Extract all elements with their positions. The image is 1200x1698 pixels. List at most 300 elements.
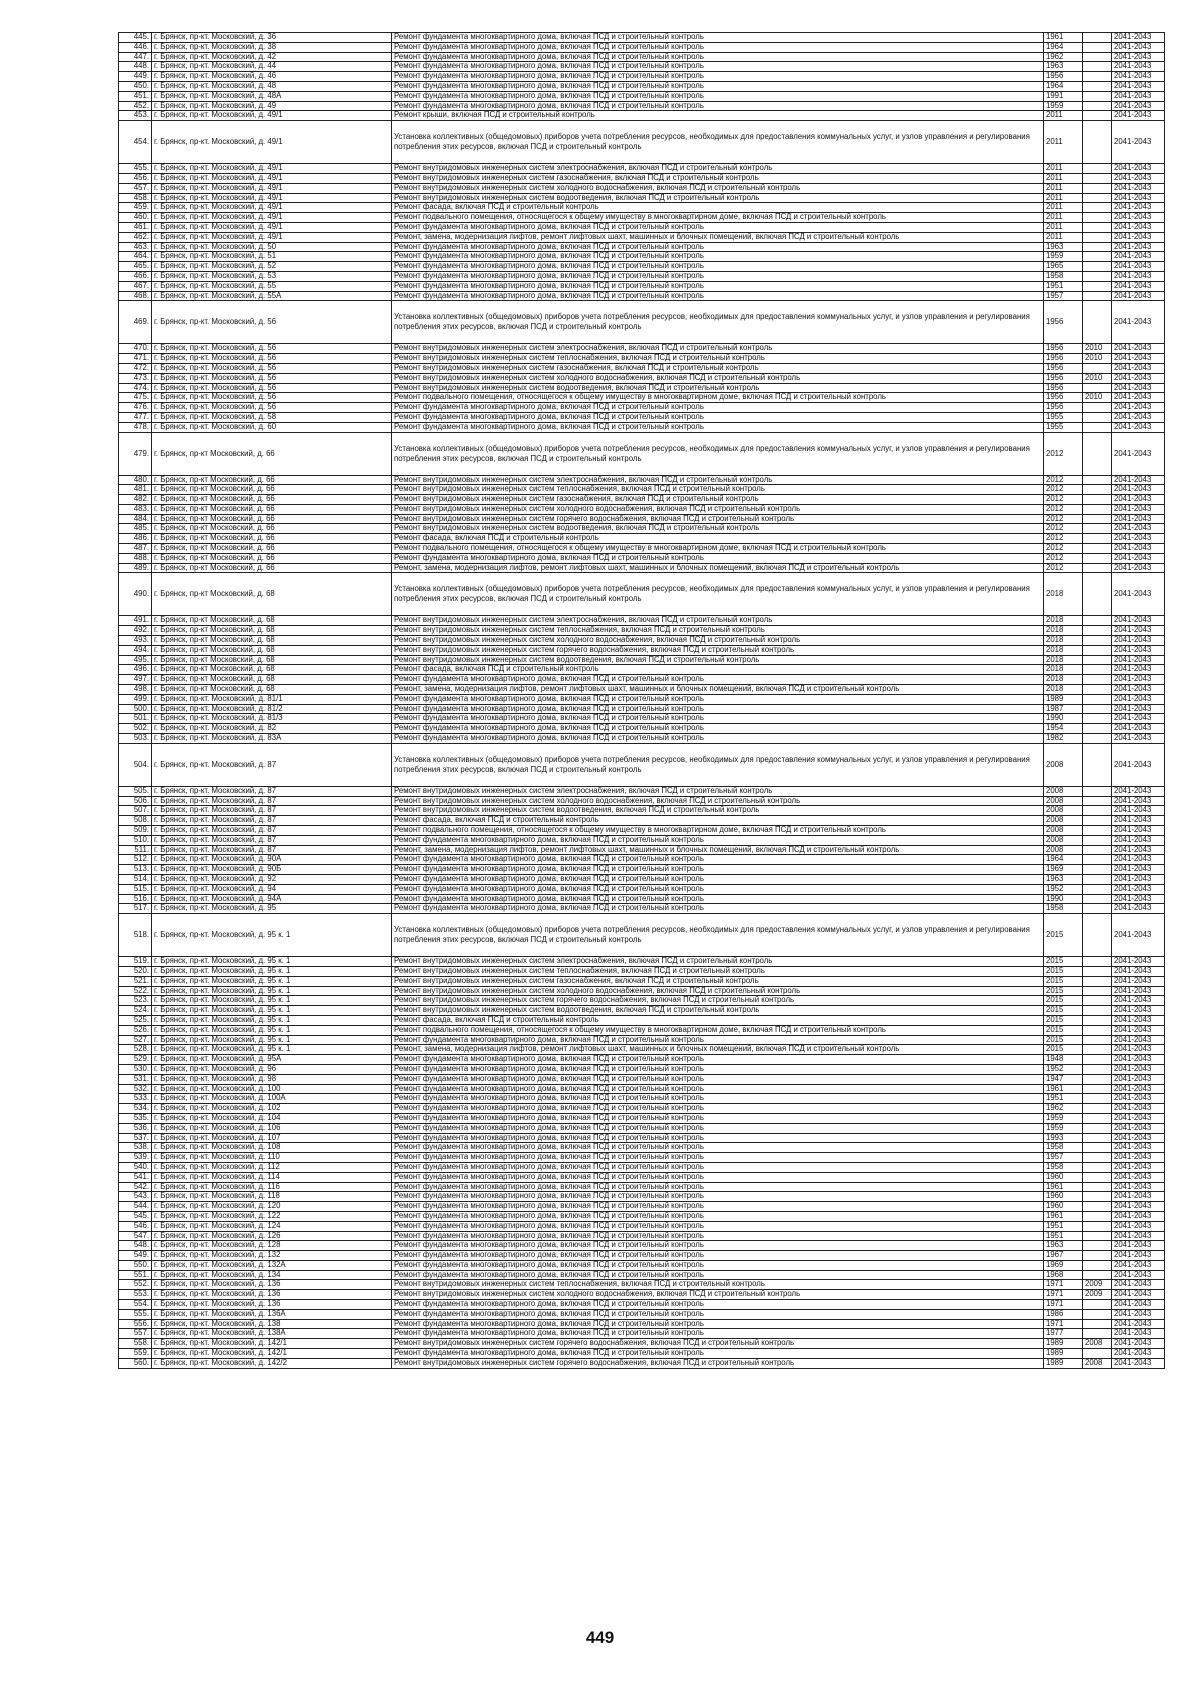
work-type-cell: Ремонт внутридомовых инженерных систем газоснабжения, включая ПСД и строительный контроль xyxy=(392,976,1044,986)
build-year-cell: 1958 xyxy=(1044,271,1083,281)
table-row xyxy=(119,222,1165,232)
planned-period-cell: 2041-2043 xyxy=(1112,252,1165,262)
table-row xyxy=(119,1192,1165,1202)
table-row xyxy=(119,101,1165,111)
work-type-cell: Ремонт внутридомовых инженерных систем теплоснабжения, включая ПСД и строительный контроль xyxy=(392,485,1044,495)
work-type-cell: Ремонт фундамента многоквартирного дома, включая ПСД и строительный контроль xyxy=(392,884,1044,894)
table-row xyxy=(119,986,1165,996)
planned-period-cell: 2041-2043 xyxy=(1112,826,1165,836)
planned-period-cell: 2041-2043 xyxy=(1112,33,1165,43)
work-type-cell: Ремонт внутридомовых инженерных систем электроснабжения, включая ПСД и строительный контроль xyxy=(392,957,1044,967)
row-number-cell: 517. xyxy=(119,904,152,914)
address-cell: г. Брянск, пр-кт. Московский, д. 81/1 xyxy=(152,694,392,704)
last-repair-year-cell xyxy=(1083,1025,1112,1035)
address-cell: г. Брянск, пр-кт. Московский, д. 132А xyxy=(152,1260,392,1270)
last-repair-year-cell xyxy=(1083,363,1112,373)
work-type-cell: Ремонт, замена, модернизация лифтов, ремонт лифтовых шахт, машинных и блочных помещений, включая ПСД и строительный контроль xyxy=(392,232,1044,242)
row-number-cell: 552. xyxy=(119,1280,152,1290)
build-year-cell: 1986 xyxy=(1044,1309,1083,1319)
address-cell: г. Брянск, пр-кт. Московский, д. 136А xyxy=(152,1309,392,1319)
address-cell: г. Брянск, пр-кт. Московский, д. 90Б xyxy=(152,865,392,875)
planned-period-cell: 2041-2043 xyxy=(1112,281,1165,291)
address-cell: г. Брянск, пр-кт. Московский, д. 100А xyxy=(152,1094,392,1104)
last-repair-year-cell xyxy=(1083,734,1112,744)
table-row xyxy=(119,1182,1165,1192)
row-number-cell: 544. xyxy=(119,1202,152,1212)
build-year-cell: 1956 xyxy=(1044,403,1083,413)
row-number-cell: 467. xyxy=(119,281,152,291)
build-year-cell: 2008 xyxy=(1044,806,1083,816)
work-type-cell: Ремонт внутридомовых инженерных систем теплоснабжения, включая ПСД и строительный контроль xyxy=(392,354,1044,364)
planned-period-cell: 2041-2043 xyxy=(1112,645,1165,655)
last-repair-year-cell xyxy=(1083,101,1112,111)
planned-period-cell: 2041-2043 xyxy=(1112,81,1165,91)
last-repair-year-cell xyxy=(1083,976,1112,986)
table-row xyxy=(119,1280,1165,1290)
build-year-cell: 1989 xyxy=(1044,1349,1083,1359)
row-number-cell: 455. xyxy=(119,164,152,174)
work-type-cell: Ремонт внутридомовых инженерных систем газоснабжения, включая ПСД и строительный контроль xyxy=(392,173,1044,183)
work-type-cell: Ремонт фундамента многоквартирного дома, включая ПСД и строительный контроль xyxy=(392,1211,1044,1221)
build-year-cell: 2018 xyxy=(1044,675,1083,685)
address-cell: г. Брянск, пр-кт. Московский, д. 136 xyxy=(152,1290,392,1300)
row-number-cell: 526. xyxy=(119,1025,152,1035)
row-number-cell: 448. xyxy=(119,62,152,72)
row-number-cell: 453. xyxy=(119,111,152,121)
address-cell: г. Брянск, пр-кт. Московский, д. 49/1 xyxy=(152,121,392,164)
table-row xyxy=(119,432,1165,475)
address-cell: г. Брянск, пр-кт Московский, д. 66 xyxy=(152,475,392,485)
last-repair-year-cell xyxy=(1083,485,1112,495)
planned-period-cell: 2041-2043 xyxy=(1112,1172,1165,1182)
row-number-cell: 454. xyxy=(119,121,152,164)
address-cell: г. Брянск, пр-кт. Московский, д. 112 xyxy=(152,1162,392,1172)
build-year-cell: 1957 xyxy=(1044,1153,1083,1163)
planned-period-cell: 2041-2043 xyxy=(1112,1319,1165,1329)
last-repair-year-cell xyxy=(1083,504,1112,514)
last-repair-year-cell xyxy=(1083,996,1112,1006)
table-row xyxy=(119,626,1165,636)
address-cell: г. Брянск, пр-кт. Московский, д. 49 xyxy=(152,101,392,111)
last-repair-year-cell xyxy=(1083,986,1112,996)
planned-period-cell: 2041-2043 xyxy=(1112,213,1165,223)
last-repair-year-cell xyxy=(1083,1074,1112,1084)
table-row xyxy=(119,42,1165,52)
planned-period-cell: 2041-2043 xyxy=(1112,1339,1165,1349)
work-type-cell: Ремонт фасада, включая ПСД и строительный контроль xyxy=(392,1015,1044,1025)
build-year-cell: 1990 xyxy=(1044,894,1083,904)
last-repair-year-cell xyxy=(1083,203,1112,213)
row-number-cell: 482. xyxy=(119,495,152,505)
last-repair-year-cell xyxy=(1083,1143,1112,1153)
build-year-cell: 1967 xyxy=(1044,1251,1083,1261)
table-row xyxy=(119,1290,1165,1300)
address-cell: г. Брянск, пр-кт. Московский, д. 56 xyxy=(152,363,392,373)
work-type-cell: Ремонт внутридомовых инженерных систем водоотведения, включая ПСД и строительный контроль xyxy=(392,1006,1044,1016)
table-row xyxy=(119,675,1165,685)
planned-period-cell: 2041-2043 xyxy=(1112,845,1165,855)
address-cell: г. Брянск, пр-кт. Московский, д. 92 xyxy=(152,875,392,885)
work-type-cell: Ремонт фундамента многоквартирного дома, включая ПСД и строительный контроль xyxy=(392,403,1044,413)
planned-period-cell: 2041-2043 xyxy=(1112,704,1165,714)
address-cell: г. Брянск, пр-кт. Московский, д. 87 xyxy=(152,743,392,786)
last-repair-year-cell: 2010 xyxy=(1083,393,1112,403)
last-repair-year-cell xyxy=(1083,1104,1112,1114)
build-year-cell: 2015 xyxy=(1044,1035,1083,1045)
table-row xyxy=(119,816,1165,826)
last-repair-year-cell xyxy=(1083,1094,1112,1104)
table-row xyxy=(119,914,1165,957)
build-year-cell: 1987 xyxy=(1044,704,1083,714)
address-cell: г. Брянск, пр-кт. Московский, д. 56 xyxy=(152,301,392,344)
last-repair-year-cell: 2010 xyxy=(1083,344,1112,354)
work-type-cell: Ремонт внутридомовых инженерных систем водоотведения, включая ПСД и строительный контроль xyxy=(392,655,1044,665)
work-type-cell: Ремонт фундамента многоквартирного дома, включая ПСД и строительный контроль xyxy=(392,1143,1044,1153)
address-cell: г. Брянск, пр-кт Московский, д. 66 xyxy=(152,432,392,475)
build-year-cell: 1948 xyxy=(1044,1055,1083,1065)
row-number-cell: 520. xyxy=(119,966,152,976)
build-year-cell: 2012 xyxy=(1044,495,1083,505)
last-repair-year-cell xyxy=(1083,281,1112,291)
row-number-cell: 469. xyxy=(119,301,152,344)
build-year-cell: 1990 xyxy=(1044,714,1083,724)
work-type-cell: Ремонт внутридомовых инженерных систем электроснабжения, включая ПСД и строительный контроль xyxy=(392,616,1044,626)
build-year-cell: 1993 xyxy=(1044,1133,1083,1143)
row-number-cell: 495. xyxy=(119,655,152,665)
table-row xyxy=(119,422,1165,432)
last-repair-year-cell xyxy=(1083,42,1112,52)
row-number-cell: 478. xyxy=(119,422,152,432)
build-year-cell: 1962 xyxy=(1044,1104,1083,1114)
row-number-cell: 554. xyxy=(119,1300,152,1310)
table-row xyxy=(119,475,1165,485)
address-cell: г. Брянск, пр-кт. Московский, д. 94 xyxy=(152,884,392,894)
work-type-cell: Ремонт внутридомовых инженерных систем водоотведения, включая ПСД и строительный контроль xyxy=(392,193,1044,203)
address-cell: г. Брянск, пр-кт. Московский, д. 51 xyxy=(152,252,392,262)
row-number-cell: 488. xyxy=(119,553,152,563)
build-year-cell: 1956 xyxy=(1044,72,1083,82)
table-row xyxy=(119,616,1165,626)
table-row xyxy=(119,1113,1165,1123)
planned-period-cell: 2041-2043 xyxy=(1112,412,1165,422)
work-type-cell: Ремонт фундамента многоквартирного дома, включая ПСД и строительный контроль xyxy=(392,242,1044,252)
table-row xyxy=(119,81,1165,91)
row-number-cell: 559. xyxy=(119,1349,152,1359)
planned-period-cell: 2041-2043 xyxy=(1112,1251,1165,1261)
planned-period-cell: 2041-2043 xyxy=(1112,1202,1165,1212)
work-type-cell: Ремонт фундамента многоквартирного дома, включая ПСД и строительный контроль xyxy=(392,1329,1044,1339)
work-type-cell: Ремонт внутридомовых инженерных систем электроснабжения, включая ПСД и строительный контроль xyxy=(392,344,1044,354)
build-year-cell: 1963 xyxy=(1044,1241,1083,1251)
build-year-cell: 2018 xyxy=(1044,636,1083,646)
work-type-cell: Ремонт фундамента многоквартирного дома, включая ПСД и строительный контроль xyxy=(392,262,1044,272)
row-number-cell: 471. xyxy=(119,354,152,364)
address-cell: г. Брянск, пр-кт. Московский, д. 95 к. 1 xyxy=(152,1006,392,1016)
planned-period-cell: 2041-2043 xyxy=(1112,816,1165,826)
last-repair-year-cell xyxy=(1083,1270,1112,1280)
row-number-cell: 514. xyxy=(119,875,152,885)
last-repair-year-cell xyxy=(1083,914,1112,957)
planned-period-cell: 2041-2043 xyxy=(1112,101,1165,111)
table-row xyxy=(119,213,1165,223)
build-year-cell: 1951 xyxy=(1044,1231,1083,1241)
last-repair-year-cell xyxy=(1083,1241,1112,1251)
table-row xyxy=(119,301,1165,344)
work-type-cell: Ремонт фундамента многоквартирного дома, включая ПСД и строительный контроль xyxy=(392,1260,1044,1270)
row-number-cell: 451. xyxy=(119,91,152,101)
build-year-cell: 1961 xyxy=(1044,1211,1083,1221)
table-row xyxy=(119,553,1165,563)
row-number-cell: 516. xyxy=(119,894,152,904)
address-cell: г. Брянск, пр-кт. Московский, д. 96 xyxy=(152,1064,392,1074)
row-number-cell: 550. xyxy=(119,1260,152,1270)
build-year-cell: 1991 xyxy=(1044,91,1083,101)
table-row xyxy=(119,865,1165,875)
last-repair-year-cell xyxy=(1083,1300,1112,1310)
last-repair-year-cell xyxy=(1083,1123,1112,1133)
planned-period-cell: 2041-2043 xyxy=(1112,524,1165,534)
last-repair-year-cell xyxy=(1083,1045,1112,1055)
address-cell: г. Брянск, пр-кт Московский, д. 66 xyxy=(152,514,392,524)
last-repair-year-cell xyxy=(1083,636,1112,646)
planned-period-cell: 2041-2043 xyxy=(1112,665,1165,675)
last-repair-year-cell xyxy=(1083,81,1112,91)
planned-period-cell: 2041-2043 xyxy=(1112,373,1165,383)
work-type-cell: Ремонт крыши, включая ПСД и строительный контроль xyxy=(392,111,1044,121)
row-number-cell: 485. xyxy=(119,524,152,534)
address-cell: г. Брянск, пр-кт. Московский, д. 56 xyxy=(152,354,392,364)
planned-period-cell: 2041-2043 xyxy=(1112,62,1165,72)
last-repair-year-cell: 2008 xyxy=(1083,1358,1112,1368)
table-row xyxy=(119,534,1165,544)
last-repair-year-cell xyxy=(1083,743,1112,786)
row-number-cell: 513. xyxy=(119,865,152,875)
table-row xyxy=(119,845,1165,855)
work-type-cell: Ремонт внутридомовых инженерных систем электроснабжения, включая ПСД и строительный контроль xyxy=(392,475,1044,485)
table-row xyxy=(119,1025,1165,1035)
planned-period-cell: 2041-2043 xyxy=(1112,1104,1165,1114)
work-type-cell: Ремонт фасада, включая ПСД и строительный контроль xyxy=(392,816,1044,826)
address-cell: г. Брянск, пр-кт. Московский, д. 136 xyxy=(152,1280,392,1290)
table-row xyxy=(119,281,1165,291)
row-number-cell: 457. xyxy=(119,183,152,193)
work-type-cell: Ремонт внутридомовых инженерных систем газоснабжения, включая ПСД и строительный контроль xyxy=(392,495,1044,505)
row-number-cell: 486. xyxy=(119,534,152,544)
address-cell: г. Брянск, пр-кт. Московский, д. 138А xyxy=(152,1329,392,1339)
last-repair-year-cell xyxy=(1083,573,1112,616)
build-year-cell: 1963 xyxy=(1044,62,1083,72)
build-year-cell: 1977 xyxy=(1044,1329,1083,1339)
row-number-cell: 536. xyxy=(119,1123,152,1133)
address-cell: г. Брянск, пр-кт. Московский, д. 49/1 xyxy=(152,164,392,174)
planned-period-cell: 2041-2043 xyxy=(1112,354,1165,364)
row-number-cell: 464. xyxy=(119,252,152,262)
work-type-cell: Ремонт фундамента многоквартирного дома, включая ПСД и строительный контроль xyxy=(392,835,1044,845)
last-repair-year-cell xyxy=(1083,52,1112,62)
build-year-cell: 2012 xyxy=(1044,563,1083,573)
planned-period-cell: 2041-2043 xyxy=(1112,1006,1165,1016)
planned-period-cell: 2041-2043 xyxy=(1112,291,1165,301)
address-cell: г. Брянск, пр-кт Московский, д. 66 xyxy=(152,563,392,573)
build-year-cell: 1959 xyxy=(1044,101,1083,111)
table-row xyxy=(119,91,1165,101)
address-cell: г. Брянск, пр-кт Московский, д. 66 xyxy=(152,524,392,534)
work-type-cell: Ремонт внутридомовых инженерных систем холодного водоснабжения, включая ПСД и строительный контроль xyxy=(392,986,1044,996)
row-number-cell: 474. xyxy=(119,383,152,393)
address-cell: г. Брянск, пр-кт. Московский, д. 56 xyxy=(152,344,392,354)
table-row xyxy=(119,121,1165,164)
work-type-cell: Ремонт фундамента многоквартирного дома, включая ПСД и строительный контроль xyxy=(392,81,1044,91)
work-type-cell: Ремонт внутридомовых инженерных систем холодного водоснабжения, включая ПСД и строительный контроль xyxy=(392,373,1044,383)
row-number-cell: 487. xyxy=(119,544,152,554)
address-cell: г. Брянск, пр-кт. Московский, д. 142/1 xyxy=(152,1349,392,1359)
row-number-cell: 530. xyxy=(119,1064,152,1074)
address-cell: г. Брянск, пр-кт. Московский, д. 102 xyxy=(152,1104,392,1114)
last-repair-year-cell xyxy=(1083,616,1112,626)
row-number-cell: 502. xyxy=(119,724,152,734)
address-cell: г. Брянск, пр-кт. Московский, д. 38 xyxy=(152,42,392,52)
planned-period-cell: 2041-2043 xyxy=(1112,685,1165,695)
last-repair-year-cell xyxy=(1083,1006,1112,1016)
address-cell: г. Брянск, пр-кт. Московский, д. 49/1 xyxy=(152,193,392,203)
address-cell: г. Брянск, пр-кт. Московский, д. 52 xyxy=(152,262,392,272)
table-row xyxy=(119,636,1165,646)
row-number-cell: 518. xyxy=(119,914,152,957)
table-row xyxy=(119,363,1165,373)
build-year-cell: 1989 xyxy=(1044,1339,1083,1349)
last-repair-year-cell xyxy=(1083,1202,1112,1212)
work-type-cell: Установка коллективных (общедомовых) приборов учета потребления ресурсов, необходимых для предоставления коммунальных услуг, и узлов управления и регулирования потребления этих ресурсов, включая ПСД и строительный контроль xyxy=(392,743,1044,786)
table-row xyxy=(119,1153,1165,1163)
address-cell: г. Брянск, пр-кт. Московский, д. 42 xyxy=(152,52,392,62)
work-type-cell: Ремонт фундамента многоквартирного дома, включая ПСД и строительный контроль xyxy=(392,1172,1044,1182)
work-type-cell: Ремонт фундамента многоквартирного дома, включая ПСД и строительный контроль xyxy=(392,734,1044,744)
table-row xyxy=(119,33,1165,43)
planned-period-cell: 2041-2043 xyxy=(1112,563,1165,573)
row-number-cell: 483. xyxy=(119,504,152,514)
last-repair-year-cell xyxy=(1083,1231,1112,1241)
table-row xyxy=(119,1329,1165,1339)
row-number-cell: 496. xyxy=(119,665,152,675)
build-year-cell: 2011 xyxy=(1044,222,1083,232)
row-number-cell: 492. xyxy=(119,626,152,636)
last-repair-year-cell: 2009 xyxy=(1083,1280,1112,1290)
table-row xyxy=(119,1045,1165,1055)
table-row xyxy=(119,714,1165,724)
address-cell: г. Брянск, пр-кт. Московский, д. 95 к. 1 xyxy=(152,1035,392,1045)
table-row xyxy=(119,242,1165,252)
table-row xyxy=(119,884,1165,894)
work-type-cell: Ремонт внутридомовых инженерных систем газоснабжения, включая ПСД и строительный контроль xyxy=(392,363,1044,373)
table-row xyxy=(119,262,1165,272)
last-repair-year-cell xyxy=(1083,1329,1112,1339)
build-year-cell: 1960 xyxy=(1044,1172,1083,1182)
row-number-cell: 548. xyxy=(119,1241,152,1251)
address-cell: г. Брянск, пр-кт Московский, д. 68 xyxy=(152,573,392,616)
table-row xyxy=(119,1015,1165,1025)
address-cell: г. Брянск, пр-кт Московский, д. 68 xyxy=(152,675,392,685)
work-type-cell: Ремонт внутридомовых инженерных систем холодного водоснабжения, включая ПСД и строительный контроль xyxy=(392,183,1044,193)
build-year-cell: 2011 xyxy=(1044,232,1083,242)
planned-period-cell: 2041-2043 xyxy=(1112,164,1165,174)
last-repair-year-cell xyxy=(1083,121,1112,164)
row-number-cell: 452. xyxy=(119,101,152,111)
build-year-cell: 2011 xyxy=(1044,164,1083,174)
table-row xyxy=(119,957,1165,967)
row-number-cell: 551. xyxy=(119,1270,152,1280)
address-cell: г. Брянск, пр-кт. Московский, д. 95 к. 1 xyxy=(152,986,392,996)
planned-period-cell: 2041-2043 xyxy=(1112,1074,1165,1084)
work-type-cell: Ремонт фундамента многоквартирного дома, включая ПСД и строительный контроль xyxy=(392,1094,1044,1104)
planned-period-cell: 2041-2043 xyxy=(1112,183,1165,193)
address-cell: г. Брянск, пр-кт. Московский, д. 50 xyxy=(152,242,392,252)
table-row xyxy=(119,875,1165,885)
build-year-cell: 1951 xyxy=(1044,1094,1083,1104)
work-type-cell: Ремонт фундамента многоквартирного дома, включая ПСД и строительный контроль xyxy=(392,91,1044,101)
build-year-cell: 1989 xyxy=(1044,1358,1083,1368)
last-repair-year-cell xyxy=(1083,1064,1112,1074)
address-cell: г. Брянск, пр-кт Московский, д. 68 xyxy=(152,665,392,675)
work-type-cell: Установка коллективных (общедомовых) приборов учета потребления ресурсов, необходимых для предоставления коммунальных услуг, и узлов управления и регулирования потребления этих ресурсов, включая ПСД и строительный контроль xyxy=(392,121,1044,164)
last-repair-year-cell xyxy=(1083,1113,1112,1123)
work-type-cell: Ремонт фундамента многоквартирного дома, включая ПСД и строительный контроль xyxy=(392,1123,1044,1133)
build-year-cell: 2012 xyxy=(1044,475,1083,485)
table-row xyxy=(119,563,1165,573)
build-year-cell: 1951 xyxy=(1044,281,1083,291)
last-repair-year-cell xyxy=(1083,563,1112,573)
row-number-cell: 535. xyxy=(119,1113,152,1123)
table-row xyxy=(119,203,1165,213)
build-year-cell: 1964 xyxy=(1044,855,1083,865)
last-repair-year-cell xyxy=(1083,173,1112,183)
row-number-cell: 504. xyxy=(119,743,152,786)
build-year-cell: 1961 xyxy=(1044,1182,1083,1192)
address-cell: г. Брянск, пр-кт. Московский, д. 49/1 xyxy=(152,232,392,242)
work-type-cell: Ремонт фундамента многоквартирного дома, включая ПСД и строительный контроль xyxy=(392,1182,1044,1192)
planned-period-cell: 2041-2043 xyxy=(1112,475,1165,485)
build-year-cell: 2011 xyxy=(1044,213,1083,223)
row-number-cell: 506. xyxy=(119,796,152,806)
planned-period-cell: 2041-2043 xyxy=(1112,1241,1165,1251)
planned-period-cell: 2041-2043 xyxy=(1112,91,1165,101)
build-year-cell: 1955 xyxy=(1044,412,1083,422)
work-type-cell: Ремонт внутридомовых инженерных систем водоотведения, включая ПСД и строительный контроль xyxy=(392,524,1044,534)
work-type-cell: Ремонт фундамента многоквартирного дома, включая ПСД и строительный контроль xyxy=(392,101,1044,111)
table-row xyxy=(119,1241,1165,1251)
row-number-cell: 476. xyxy=(119,403,152,413)
table-row xyxy=(119,164,1165,174)
work-type-cell: Ремонт фундамента многоквартирного дома, включая ПСД и строительный контроль xyxy=(392,1270,1044,1280)
build-year-cell: 2008 xyxy=(1044,835,1083,845)
build-year-cell: 2015 xyxy=(1044,1025,1083,1035)
build-year-cell: 2018 xyxy=(1044,573,1083,616)
planned-period-cell: 2041-2043 xyxy=(1112,1015,1165,1025)
build-year-cell: 1959 xyxy=(1044,1113,1083,1123)
address-cell: г. Брянск, пр-кт. Московский, д. 60 xyxy=(152,422,392,432)
build-year-cell: 1952 xyxy=(1044,1064,1083,1074)
build-year-cell: 2015 xyxy=(1044,1015,1083,1025)
last-repair-year-cell xyxy=(1083,1035,1112,1045)
build-year-cell: 2018 xyxy=(1044,685,1083,695)
build-year-cell: 2008 xyxy=(1044,796,1083,806)
row-number-cell: 529. xyxy=(119,1055,152,1065)
table-row xyxy=(119,704,1165,714)
address-cell: г. Брянск, пр-кт. Московский, д. 120 xyxy=(152,1202,392,1212)
planned-period-cell: 2041-2043 xyxy=(1112,1113,1165,1123)
last-repair-year-cell xyxy=(1083,403,1112,413)
row-number-cell: 519. xyxy=(119,957,152,967)
row-number-cell: 524. xyxy=(119,1006,152,1016)
